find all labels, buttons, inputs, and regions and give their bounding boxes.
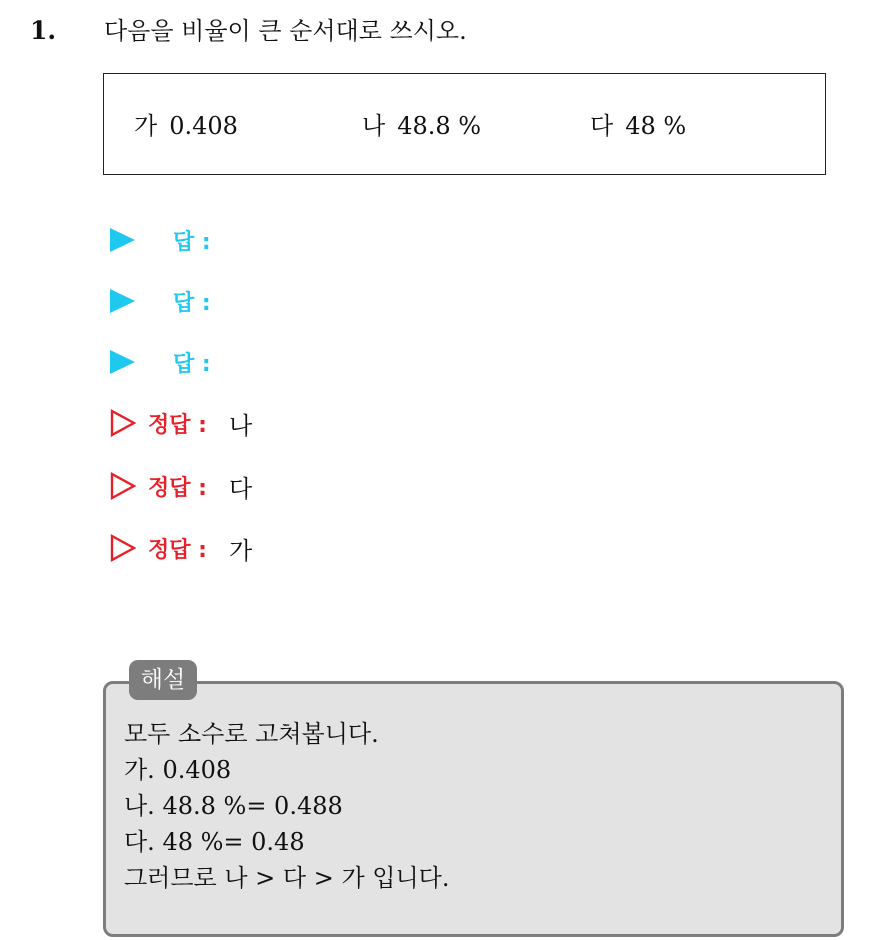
correct-answer-row-1	[110, 405, 252, 441]
explanation-line: 다. 48 %= 0.48	[124, 828, 305, 856]
explanation-text	[124, 716, 449, 896]
answer-blank-row-2[interactable]	[110, 283, 211, 319]
explanation-line: 모두 소수로 고쳐봅니다.	[124, 720, 379, 748]
answer-label: 답 :	[173, 290, 211, 316]
correct-answer-label: 정답 :	[148, 537, 207, 563]
answer-blank-row-3[interactable]	[110, 344, 211, 380]
explanation-line: 나. 48.8 %= 0.488	[124, 792, 343, 820]
given-item-na	[362, 110, 481, 142]
given-item-label: 다	[590, 112, 614, 140]
correct-answer-row-2	[110, 468, 252, 504]
given-values-box	[103, 73, 826, 175]
given-item-ga	[134, 110, 238, 142]
answer-label: 답 :	[173, 229, 211, 255]
given-item-label: 나	[362, 112, 386, 140]
explanation-line: 그러므로 나 > 다 > 가 입니다.	[124, 864, 450, 892]
given-item-value: 48 %	[625, 112, 687, 140]
given-item-label: 가	[134, 112, 158, 140]
answer-blank-row-1[interactable]	[110, 222, 211, 258]
question-text: 다음을 비율이 큰 순서대로 쓰시오.	[104, 17, 467, 45]
explanation-line: 가. 0.408	[124, 756, 232, 784]
explanation-tab: 해설	[129, 660, 197, 700]
correct-answer-value: 나	[228, 411, 253, 440]
outline-triangle-icon	[110, 534, 136, 562]
correct-answer-value: 다	[228, 474, 253, 503]
given-item-value: 48.8 %	[397, 112, 482, 140]
given-item-da	[590, 110, 686, 142]
play-triangle-icon	[110, 289, 135, 313]
correct-answer-label: 정답 :	[148, 412, 207, 438]
question-number: 1.	[30, 16, 57, 45]
correct-answer-label: 정답 :	[148, 475, 207, 501]
given-item-value: 0.408	[169, 112, 238, 140]
outline-triangle-icon	[110, 409, 136, 437]
play-triangle-icon	[110, 228, 135, 252]
correct-answer-row-3	[110, 530, 252, 566]
outline-triangle-icon	[110, 472, 136, 500]
answer-label: 답 :	[173, 351, 211, 377]
play-triangle-icon	[110, 350, 135, 374]
correct-answer-value: 가	[228, 536, 253, 565]
